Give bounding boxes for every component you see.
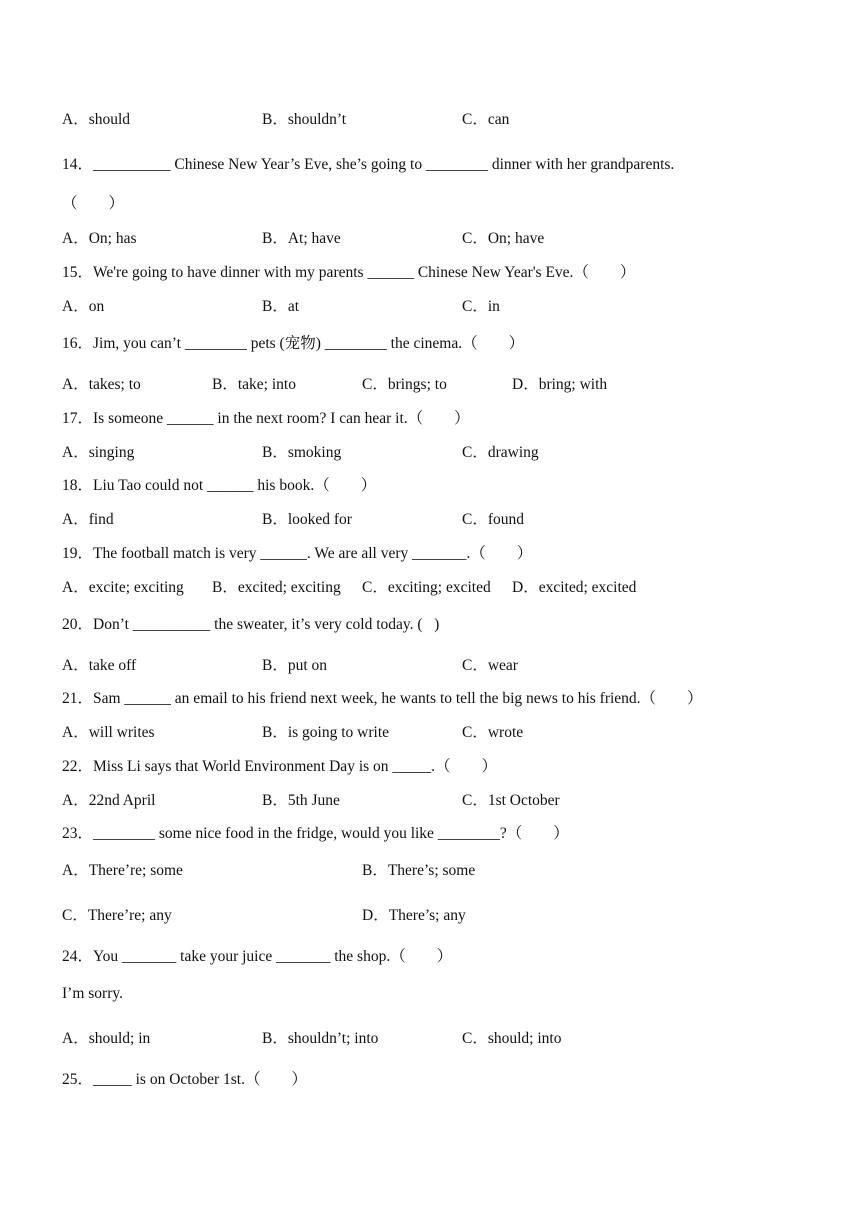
q16-option-d: D．bring; with [512,376,608,393]
q19-stem: 19．The football match is very ______. We are all very _______.（ ） [62,545,533,562]
q17-option-b: B．smoking [262,444,342,461]
q22-option-b: B．5th June [262,792,340,809]
q14-option-c: C．On; have [462,230,545,247]
q16-stem: 16．Jim, you can’t ________ pets (宠物) ________ the cinema.（ ） [62,335,525,352]
q20-stem: 20．Don’t __________ the sweater, it’s very cold today. ( ) [62,616,440,633]
q17-option-c: C．drawing [462,444,539,461]
q17-stem: 17．Is someone ______ in the next room? I can hear it.（ ） [62,410,470,427]
q14-option-b: B．At; have [262,230,341,247]
q20-option-c: C．wear [462,657,518,674]
q23-option-b: B．There’s; some [362,862,476,879]
q19-option-c: C．exciting; excited [362,579,491,596]
q23-option-c: C．There’re; any [62,907,172,924]
q22-option-a: A．22nd April [62,792,156,809]
q16-option-c: C．brings; to [362,376,447,393]
q14-option-a: A．On; has [62,230,137,247]
q19-option-d: D．excited; excited [512,579,637,596]
q23-option-a: A．There’re; some [62,862,183,879]
q24-option-a: A．should; in [62,1030,151,1047]
q20-option-b: B．put on [262,657,328,674]
q15-stem: 15．We're going to have dinner with my parents ______ Chinese New Year's Eve.（ ） [62,264,636,281]
q24-stem: 24．You _______ take your juice _______ the shop.（ ） [62,948,453,965]
q24-option-b: B．shouldn’t; into [262,1030,379,1047]
q15-option-c: C．in [462,298,500,315]
q18-option-c: C．found [462,511,525,528]
q21-option-a: A．will writes [62,724,155,741]
q18-stem: 18．Liu Tao could not ______ his book.（ ） [62,477,377,494]
q19-option-a: A．excite; exciting [62,579,184,596]
q25-stem: 25．_____ is on October 1st.（ ） [62,1071,307,1088]
q21-option-c: C．wrote [462,724,524,741]
q13-option-c: C．can [462,111,510,128]
q20-option-a: A．take off [62,657,137,674]
q22-stem: 22．Miss Li says that World Environment Day is on _____.（ ） [62,758,498,775]
q15-option-b: B．at [262,298,300,315]
q18-option-b: B．looked for [262,511,352,528]
q14-answer-paren: （ ） [62,195,125,212]
q24-option-c: C．should; into [462,1030,562,1047]
q14-stem: 14．__________ Chinese New Year’s Eve, she’s going to ________ dinner with her grandparents. [62,156,675,173]
q15-option-a: A．on [62,298,105,315]
q24-reply: I’m sorry. [62,985,123,1002]
q16-option-b: B．take; into [212,376,296,393]
q22-option-c: C．1st October [462,792,560,809]
q21-option-b: B．is going to write [262,724,390,741]
q13-option-a: A．should [62,111,131,128]
q23-stem: 23．________ some nice food in the fridge, would you like ________?（ ） [62,825,569,842]
q23-option-d: D．There’s; any [362,907,466,924]
q18-option-a: A．find [62,511,114,528]
q16-option-a: A．takes; to [62,376,141,393]
q13-option-b: B．shouldn’t [262,111,347,128]
q19-option-b: B．excited; exciting [212,579,341,596]
q21-stem: 21．Sam ______ an email to his friend next week, he wants to tell the big news to his friend.（ ） [62,690,703,707]
q17-option-a: A．singing [62,444,135,461]
